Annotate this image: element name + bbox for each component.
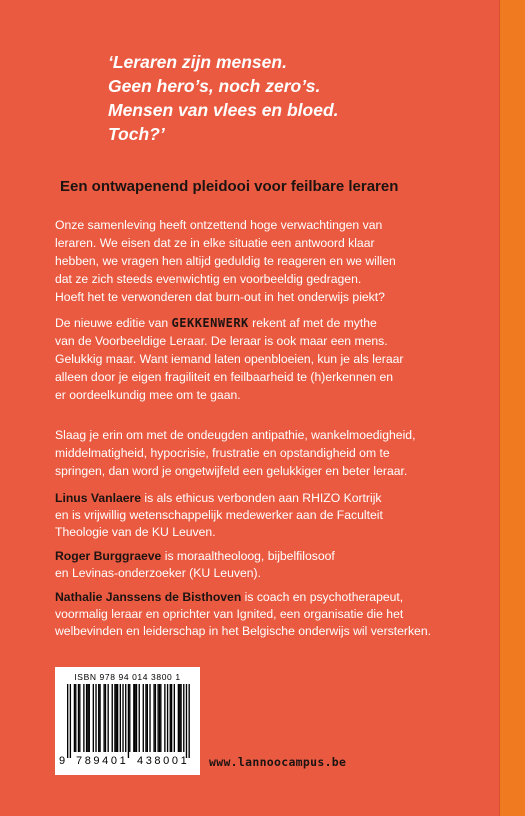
quote-line: Toch?’ xyxy=(108,124,165,144)
text-line: Onze samenleving heeft ontzettend hoge verwachtingen van xyxy=(55,218,383,232)
text-line xyxy=(55,548,495,565)
pull-quote xyxy=(108,50,339,146)
text-run: is als ethicus verbonden aan RHIZO Kortrijk xyxy=(141,491,382,505)
book-title-inline: GEKKENWERK xyxy=(171,316,249,330)
barcode-digit-first: 9 xyxy=(59,755,66,767)
text-run: is moraaltheoloog, bijbelfilosoof xyxy=(161,549,335,563)
subtitle: Een ontwapenend pleidooi voor feilbare leraren xyxy=(60,178,399,195)
text-line: voormalig leraar en oprichter van Ignited, een organisatie die het xyxy=(55,607,404,621)
isbn-barcode xyxy=(55,667,200,775)
author-name: Nathalie Janssens de Bisthoven xyxy=(55,590,242,604)
paragraph-virtues xyxy=(55,426,495,480)
author-name: Linus Vanlaere xyxy=(55,491,142,505)
quote-line: ‘Leraren zijn mensen. xyxy=(108,52,287,72)
author-name: Roger Burggraeve xyxy=(55,549,162,563)
paragraph-new-edition xyxy=(55,314,495,404)
text-line: dat ze zich steeds evenwichtig en voorbeeldig gedragen. xyxy=(55,272,362,286)
text-line: van de Voorbeeldige Leraar. De leraar is ook maar een mens. xyxy=(55,334,388,348)
barcode-digits-right: 438001 xyxy=(137,755,190,767)
text-line: Theologie van de KU Leuven. xyxy=(55,525,216,539)
text-line xyxy=(55,589,495,606)
text-run: rekent af met de mythe xyxy=(248,316,377,330)
text-line xyxy=(55,314,495,332)
spine-strip xyxy=(500,0,525,816)
text-line: leraren. We eisen dat ze in elke situatie een antwoord klaar xyxy=(55,236,375,250)
text-line: er oordeelkundig mee om te gaan. xyxy=(55,388,241,402)
text-line: alleen door je eigen fragiliteit en feilbaarheid te (h)erkennen en xyxy=(55,370,394,384)
text-line: en Levinas-onderzoeker (KU Leuven). xyxy=(55,566,261,580)
publisher-website: www.lannoocampus.be xyxy=(209,755,347,769)
author-bio-janssens xyxy=(55,589,495,640)
text-line: Gelukkig maar. Want iemand laten openbloeien, kun je als leraar xyxy=(55,352,404,366)
author-bio-burggraeve xyxy=(55,548,495,582)
text-line: Slaag je erin om met de ondeugden antipathie, wankelmoedigheid, xyxy=(55,428,416,442)
text-line: middelmatigheid, hypocrisie, frustratie en opstandigheid om te xyxy=(55,446,390,460)
author-bio-vanlaere xyxy=(55,490,495,541)
text-line: Hoeft het te verwonderen dat burn-out in het onderwijs piekt? xyxy=(55,290,385,304)
text-line: welbevinden en leiderschap in het Belgische onderwijs wil versterken. xyxy=(55,624,431,638)
barcode-digits-left: 789401 xyxy=(76,755,129,767)
spine-edge xyxy=(499,0,500,816)
text-run: De nieuwe editie van xyxy=(55,316,172,330)
text-run: is coach en psychotherapeut, xyxy=(241,590,404,604)
text-line xyxy=(55,490,495,507)
isbn-label: ISBN 978 94 014 3800 1 xyxy=(74,672,181,682)
text-line: en is vrijwillig wetenschappelijk medewerker aan de Faculteit xyxy=(55,508,383,522)
quote-line: Geen hero’s, noch zero’s. xyxy=(108,76,321,96)
quote-line: Mensen van vlees en bloed. xyxy=(108,100,339,120)
text-line: hebben, we vragen hen altijd geduldig te reageren en we willen xyxy=(55,254,396,268)
paragraph-expectations xyxy=(55,216,495,306)
text-line: springen, dan word je ongetwijfeld een gelukkiger en beter leraar. xyxy=(55,464,408,478)
